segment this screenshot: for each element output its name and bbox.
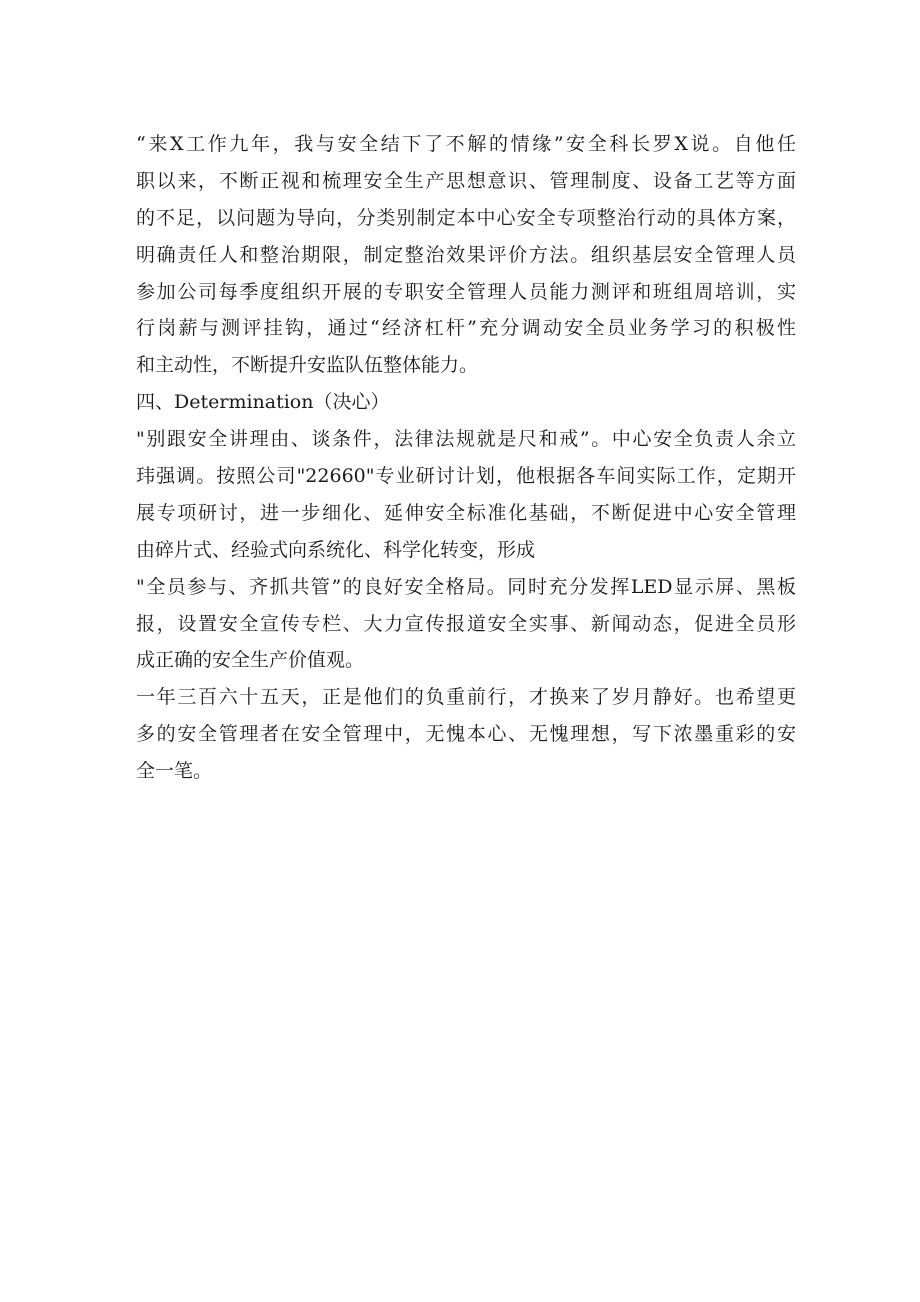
paragraph-line: "别跟安全讲理由、谈条件，法律法规就是尺和戒”。中心安全负责人余立 — [136, 428, 796, 451]
section-heading-text: 四、Determination（决心） — [136, 391, 390, 414]
paragraph-line: 玮强调。按照公司"22660"专业研讨计划，他根据各车间实际工作，定期开 — [136, 465, 796, 488]
paragraph-line: "全员参与、齐抓共管”的良好安全格局。同时充分发挥LED显示屏、黑板 — [136, 575, 796, 598]
paragraph-line: 和主动性，不断提升安监队伍整体能力。 — [136, 354, 479, 377]
paragraph-line: 的不足，以问题为导向，分类别制定本中心安全专项整治行动的具体方案， — [136, 206, 796, 229]
section-heading — [136, 384, 796, 421]
paragraph-closing — [136, 679, 796, 790]
paragraph-line: “来X工作九年，我与安全结下了不解的情缘”安全科长罗X说。自他任 — [136, 133, 796, 155]
document-body — [136, 126, 796, 790]
paragraph-line: 多的安全管理者在安全管理中，无愧本心、无愧理想，写下浓墨重彩的安 — [136, 723, 796, 746]
paragraph-line: 职以来，不断正视和梳理安全生产思想意识、管理制度、设备工艺等方面 — [136, 169, 796, 192]
paragraph-line: 参加公司每季度组织开展的专职安全管理人员能力测评和班组周培训，实 — [136, 280, 796, 303]
paragraph-line: 全一笔。 — [136, 760, 213, 783]
paragraph-line: 成正确的安全生产价值观。 — [136, 649, 365, 672]
paragraph-safety-chief — [136, 126, 796, 384]
paragraph-publicity — [136, 569, 796, 680]
paragraph-line: 明确责任人和整治期限，制定整治效果评价方法。组织基层安全管理人员 — [136, 243, 796, 266]
paragraph-line: 由碎片式、经验式向系统化、科学化转变，形成 — [136, 538, 536, 561]
paragraph-line: 展专项研讨，进一步细化、延伸安全标准化基础，不断促进中心安全管理 — [136, 501, 796, 524]
paragraph-line: 报，设置安全宣传专栏、大力宣传报道安全实事、新闻动态，促进全员形 — [136, 612, 796, 635]
paragraph-line: 一年三百六十五天，正是他们的负重前行，才换来了岁月静好。也希望更 — [136, 686, 796, 709]
paragraph-determination — [136, 421, 796, 569]
paragraph-line: 行岗薪与测评挂钩，通过“经济杠杆”充分调动安全员业务学习的积极性 — [136, 317, 796, 340]
